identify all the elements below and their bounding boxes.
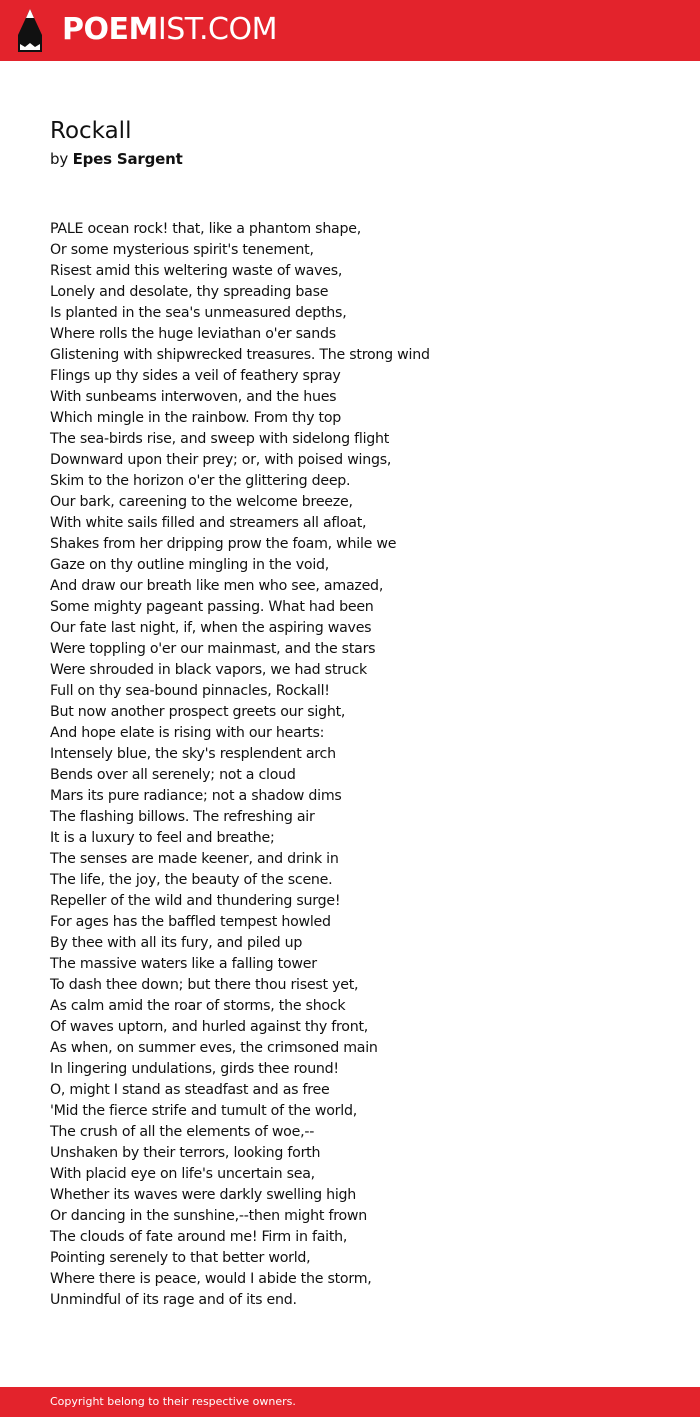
poem-line: The flashing billows. The refreshing air [50,809,315,825]
poem-line: And hope elate is rising with our hearts: [50,725,325,741]
poem-line: By thee with all its fury, and piled up [50,935,303,951]
poem-line: Unshaken by their terrors, looking forth [50,1145,321,1161]
poem-line: With white sails filled and streamers all afloat, [50,515,367,531]
poem-line: For ages has the baffled tempest howled [50,914,331,930]
poem-line: 'Mid the fierce strife and tumult of the world, [50,1103,357,1119]
poem-line: Downward upon their prey; or, with poised wings, [50,452,392,468]
site-footer [0,1387,700,1417]
poem-byline [50,148,183,170]
poem-line: Pointing serenely to that better world, [50,1250,311,1266]
poem-line: The life, the joy, the beauty of the scene. [50,872,333,888]
poem-line: Repeller of the wild and thundering surge! [50,893,341,909]
poem-line: Whether its waves were darkly swelling high [50,1187,357,1203]
poem-line: Lonely and desolate, thy spreading base [50,284,329,300]
logo-text-strong: POEM [62,12,158,47]
poem-line: Or some mysterious spirit's tenement, [50,242,314,258]
poem-title: Rockall [50,118,132,144]
poem-line: Were shrouded in black vapors, we had struck [50,662,367,678]
poem-line: Gaze on thy outline mingling in the void, [50,557,330,573]
site-logo[interactable] [62,12,277,48]
poem-line: And draw our breath like men who see, amazed, [50,578,384,594]
poem-line: Full on thy sea-bound pinnacles, Rockall! [50,683,330,699]
poem-line: Or dancing in the sunshine,--then might frown [50,1208,368,1224]
poem-line: Risest amid this weltering waste of waves, [50,263,343,279]
poem-line: But now another prospect greets our sight, [50,704,346,720]
pencil-logo-icon[interactable] [17,9,43,52]
poem-line: Where rolls the huge leviathan o'er sands [50,326,336,342]
poem-line: Glistening with shipwrecked treasures. The strong wind [50,347,430,363]
poem-line: Bends over all serenely; not a cloud [50,767,296,783]
poem-line: Is planted in the sea's unmeasured depths, [50,305,347,321]
poem-line: Mars its pure radiance; not a shadow dims [50,788,342,804]
poem-line: As when, on summer eves, the crimsoned main [50,1040,378,1056]
poem-line: The sea-birds rise, and sweep with sidelong flight [50,431,390,447]
poem-line: With sunbeams interwoven, and the hues [50,389,337,405]
poem-line: Some mighty pageant passing. What had been [50,599,374,615]
poem-line: The senses are made keener, and drink in [50,851,339,867]
poem-line: With placid eye on life's uncertain sea, [50,1166,315,1182]
copyright-text: Copyright belong to their respective owners. [50,1395,296,1408]
site-header [0,0,700,61]
poem-line: Our bark, careening to the welcome breeze, [50,494,353,510]
poem-line: Of waves uptorn, and hurled against thy front, [50,1019,369,1035]
poem-line: Where there is peace, would I abide the storm, [50,1271,372,1287]
poem-body [50,219,670,1311]
poem-line: Were toppling o'er our mainmast, and the stars [50,641,376,657]
poem-line: O, might I stand as steadfast and as free [50,1082,330,1098]
logo-text-light: IST.COM [157,12,277,47]
poem-line: Intensely blue, the sky's resplendent arch [50,746,336,762]
poem-line: As calm amid the roar of storms, the shock [50,998,346,1014]
poem-line: Shakes from her dripping prow the foam, while we [50,536,397,552]
poem-line: Flings up thy sides a veil of feathery spray [50,368,341,384]
poem-line: The massive waters like a falling tower [50,956,317,972]
poem-line: The clouds of fate around me! Firm in faith, [50,1229,348,1245]
poem-line: Unmindful of its rage and of its end. [50,1292,297,1308]
poem-line: Which mingle in the rainbow. From thy top [50,410,342,426]
poem-line: PALE ocean rock! that, like a phantom shape, [50,221,361,237]
poem-line: Skim to the horizon o'er the glittering deep. [50,473,351,489]
poem-line: Our fate last night, if, when the aspiring waves [50,620,372,636]
by-label: by [50,150,68,168]
poem-author: Epes Sargent [72,150,183,168]
poem-line: In lingering undulations, girds thee round! [50,1061,339,1077]
poem-line: The crush of all the elements of woe,-- [50,1124,315,1140]
poem-line: To dash thee down; but there thou risest yet, [50,977,359,993]
poem-line: It is a luxury to feel and breathe; [50,830,275,846]
